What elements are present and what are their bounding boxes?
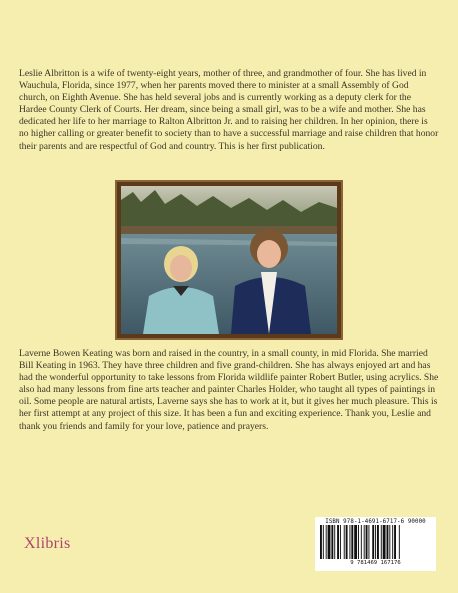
- barcode-bar: [349, 525, 350, 559]
- isbn-barcode: [315, 517, 436, 571]
- barcode-bar: [337, 525, 339, 559]
- barcode-bar: [346, 525, 348, 559]
- barcode-bar: [389, 525, 390, 559]
- barcode-bar: [354, 525, 357, 559]
- isbn-text: ISBN 978-1-4691-6717-6: [325, 519, 405, 525]
- barcode-bar: [340, 525, 341, 559]
- isbn-label: [318, 519, 433, 525]
- barcode-bars: [318, 525, 433, 559]
- barcode-bar: [372, 525, 374, 559]
- barcode-bar: [368, 525, 369, 559]
- barcode-bar: [381, 525, 382, 559]
- price-code: 90000: [407, 519, 426, 525]
- barcode-bar: [344, 525, 345, 559]
- barcode-number: 9 781469 167176: [350, 560, 401, 566]
- barcode-bar: [326, 525, 327, 559]
- barcode-bar: [358, 525, 359, 559]
- barcode-bar: [399, 525, 400, 559]
- barcode-bar: [387, 525, 389, 559]
- author-photo-image: [121, 186, 337, 334]
- barcode-bar: [364, 525, 365, 559]
- author-bio-leslie: Leslie Albritton is a wife of twenty-eight years, mother of three, and grandmother of four. She has lived in Wauchula, Florida, since 1977, when her parents moved there to minister at a small Assembly of God church, on Eighth Avenue. She has held several jobs and is currently working as a deputy clerk for the Hardee County Clerk of Courts. Her dream, since being a small girl, was to be a wife and mother. She has dedicated her life to her marriage to Ralton Albritton Jr. and to raising her children. In her opinion, there is no higher calling or greater benefit to society than to have a successful marriage and raise children that honor their parents and are respectful of God and country. This is her first publication.: [19, 68, 439, 152]
- barcode-bar: [394, 525, 396, 559]
- photo-illustration: [121, 186, 337, 334]
- barcode-bar: [392, 525, 393, 559]
- barcode-bar: [361, 525, 362, 559]
- barcode-bar: [334, 525, 335, 559]
- barcode-bar: [328, 525, 331, 559]
- barcode-bar: [366, 525, 368, 559]
- barcode-bar: [351, 525, 353, 559]
- publisher-logo: Xlibris: [24, 535, 71, 552]
- author-bio-laverne: Laverne Bowen Keating was born and raised in the country, in a small county, in mid Florida. She married Bill Keating in 1963. They have three children and five grand-children. She has always enjoyed art and has had the wonderful opportunity to take lessons from Florida wildlife painter Robert Butler, using acrylics. She also had many lessons from fine arts teacher and painter Charles Holder, who taught all types of paintings in oil. Some people are natural artists, Laverne says she has to work at it, but it gives her much pleasure. This is her first attempt at any project of this size. It has been a fun and exciting experience. Thank you, Leslie and thank you friends and family for your love, patience and prayers.: [19, 348, 439, 432]
- author-photo: [115, 180, 343, 340]
- barcode-bar: [375, 525, 376, 559]
- barcode-bar: [377, 525, 379, 559]
- barcode-bar: [323, 525, 324, 559]
- barcode-bar: [320, 525, 322, 559]
- barcode-bar: [383, 525, 386, 559]
- barcode-bar: [331, 525, 333, 559]
